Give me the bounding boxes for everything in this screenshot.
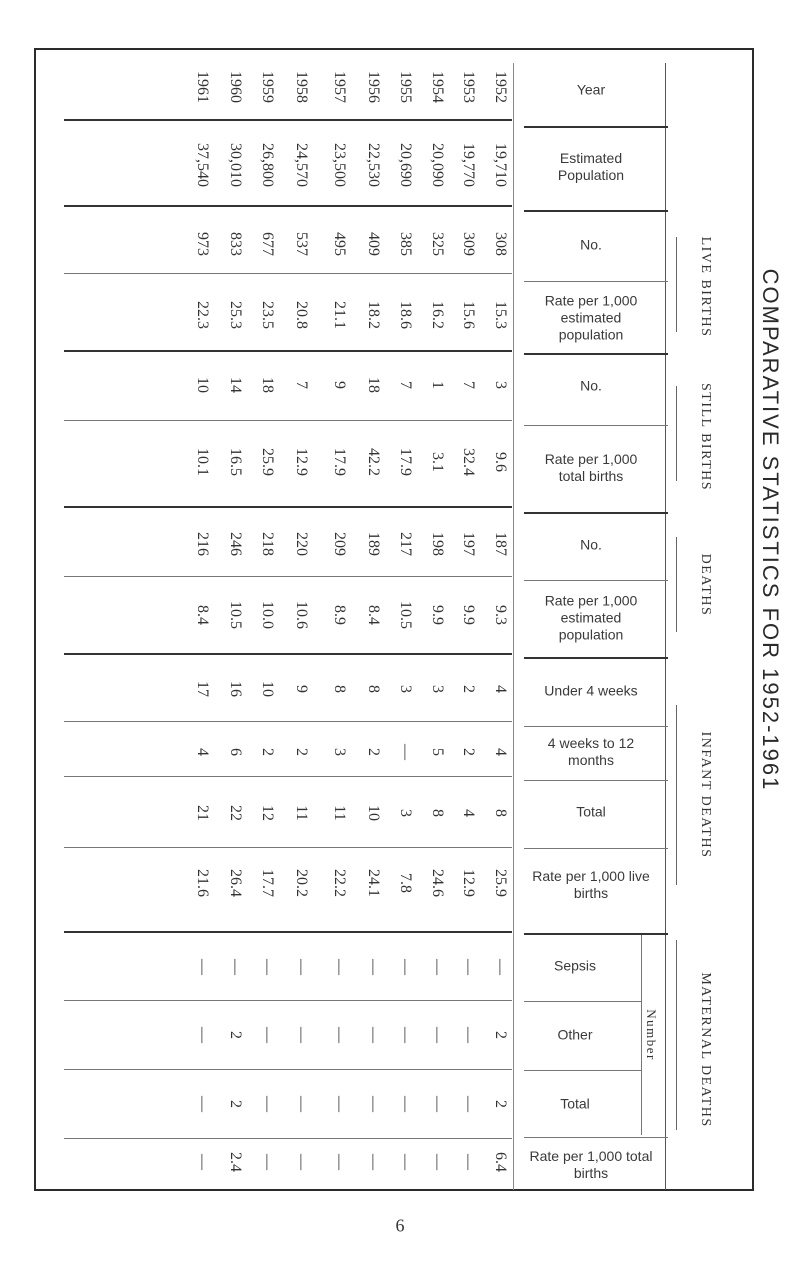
cell-mat-other: —: [293, 1027, 310, 1043]
cell-mat-sepsis: —: [194, 959, 211, 975]
cell-mat-rate: —: [397, 1154, 414, 1170]
cell-d-rate: 10.5: [227, 601, 244, 629]
cell-sb-no: 7: [293, 381, 310, 389]
cell-d-rate: 9.9: [429, 605, 446, 625]
group-deaths: DEATHS: [698, 553, 713, 617]
rule: [64, 1069, 512, 1070]
cell-inf-rate: 26.4: [227, 869, 244, 897]
cell-lb-no: 385: [397, 232, 414, 256]
cell-inf-rate: 24.6: [429, 869, 446, 897]
header-population: Estimated Population: [557, 150, 625, 183]
cell-sb-no: 1: [429, 381, 446, 389]
bracket-live-births: [676, 237, 683, 332]
cell-inf-total: 3: [397, 809, 414, 817]
bracket-number: [641, 935, 642, 1135]
cell-d-no: 209: [331, 532, 348, 556]
cell-lb-no: 677: [259, 232, 276, 256]
cell-sb-rate: 3.1: [429, 452, 446, 472]
cell-sb-no: 7: [397, 381, 414, 389]
rule: [64, 350, 512, 352]
cell-inf-u4: 17: [194, 681, 211, 697]
cell-inf-total: 8: [429, 809, 446, 817]
cell-mat-sepsis: —: [293, 959, 310, 975]
cell-inf-rate: 24.1: [365, 869, 382, 897]
cell-sb-no: 10: [194, 377, 211, 393]
cell-inf-rate: 17.7: [259, 869, 276, 897]
header-mat-total: Total: [560, 1095, 590, 1112]
cell-mat-rate: —: [429, 1154, 446, 1170]
cell-inf-u4: 8: [331, 685, 348, 693]
header-mat-other: Other: [557, 1026, 593, 1043]
cell-d-no: 197: [460, 532, 477, 556]
cell-lb-no: 833: [227, 232, 244, 256]
cell-mat-other: —: [460, 1027, 477, 1043]
rule: [524, 281, 668, 282]
cell-sb-rate: 42.2: [365, 448, 382, 476]
cell-year: 1956: [365, 71, 382, 103]
bracket-infant-deaths: [676, 705, 683, 885]
rule: [64, 273, 512, 274]
cell-mat-total: —: [365, 1096, 382, 1112]
cell-mat-sepsis: —: [331, 959, 348, 975]
rule: [64, 119, 512, 121]
cell-d-rate: 8.9: [331, 605, 348, 625]
cell-inf-4w12m: 5: [429, 748, 446, 756]
rule: [64, 576, 512, 577]
rule: [64, 420, 512, 421]
cell-population: 30,010: [227, 143, 244, 187]
cell-sb-no: 18: [259, 377, 276, 393]
cell-population: 24,570: [293, 143, 310, 187]
cell-inf-4w12m: —: [397, 744, 414, 760]
cell-inf-4w12m: 3: [331, 748, 348, 756]
cell-d-rate: 8.4: [365, 605, 382, 625]
cell-sb-rate: 25.9: [259, 448, 276, 476]
cell-mat-sepsis: —: [259, 959, 276, 975]
cell-population: 19,770: [460, 143, 477, 187]
cell-inf-total: 11: [293, 805, 310, 821]
cell-lb-rate: 15.3: [492, 301, 509, 329]
cell-year: 1952: [492, 71, 509, 103]
cell-mat-sepsis: —: [227, 959, 244, 975]
cell-mat-rate: —: [293, 1154, 310, 1170]
cell-d-no: 217: [397, 532, 414, 556]
cell-d-no: 216: [194, 532, 211, 556]
cell-mat-total: —: [460, 1096, 477, 1112]
cell-mat-rate: —: [365, 1154, 382, 1170]
group-number: Number: [644, 1009, 659, 1061]
cell-d-rate: 10.6: [293, 601, 310, 629]
cell-d-no: 198: [429, 532, 446, 556]
cell-mat-other: 2: [492, 1031, 509, 1039]
rule: [524, 512, 668, 514]
rule: [524, 657, 668, 659]
cell-d-rate: 10.0: [259, 601, 276, 629]
group-divider: [665, 63, 666, 1190]
cell-lb-no: 537: [293, 232, 310, 256]
cell-d-rate: 10.5: [397, 601, 414, 629]
cell-inf-u4: 3: [429, 685, 446, 693]
cell-mat-sepsis: —: [397, 959, 414, 975]
cell-d-no: 189: [365, 532, 382, 556]
cell-population: 19,710: [492, 143, 509, 187]
rule: [524, 726, 668, 727]
header-d-rate: Rate per 1,000 estimated population: [544, 592, 638, 643]
cell-d-no: 246: [227, 532, 244, 556]
cell-mat-total: —: [397, 1096, 414, 1112]
cell-mat-total: —: [194, 1096, 211, 1112]
cell-year: 1959: [259, 71, 276, 103]
cell-inf-4w12m: 6: [227, 748, 244, 756]
cell-inf-u4: 10: [259, 681, 276, 697]
cell-inf-u4: 4: [492, 685, 509, 693]
cell-year: 1957: [331, 71, 348, 103]
rule: [64, 1138, 512, 1139]
cell-inf-4w12m: 2: [259, 748, 276, 756]
cell-lb-rate: 18.2: [365, 301, 382, 329]
cell-lb-no: 409: [365, 232, 382, 256]
cell-sb-no: 3: [492, 381, 509, 389]
cell-inf-total: 12: [259, 805, 276, 821]
rule: [64, 653, 512, 655]
cell-inf-4w12m: 2: [293, 748, 310, 756]
cell-population: 20,690: [397, 143, 414, 187]
rule: [64, 847, 512, 848]
rule: [64, 205, 512, 207]
cell-population: 22,530: [365, 143, 382, 187]
rule: [524, 126, 668, 128]
rule: [64, 931, 512, 933]
cell-sb-rate: 12.9: [293, 448, 310, 476]
cell-sb-no: 14: [227, 377, 244, 393]
cell-inf-rate: 12.9: [460, 869, 477, 897]
cell-d-rate: 9.3: [492, 605, 509, 625]
cell-lb-no: 495: [331, 232, 348, 256]
cell-sb-no: 18: [365, 377, 382, 393]
header-inf-total: Total: [576, 803, 606, 820]
cell-mat-other: —: [429, 1027, 446, 1043]
header-inf-under4w: Under 4 weeks: [544, 682, 638, 699]
rule: [524, 210, 668, 212]
cell-sb-rate: 17.9: [397, 448, 414, 476]
cell-lb-rate: 15.6: [460, 301, 477, 329]
rule: [524, 1137, 668, 1138]
cell-year: 1961: [194, 71, 211, 103]
cell-lb-no: 308: [492, 232, 509, 256]
cell-sb-rate: 10.1: [194, 448, 211, 476]
cell-mat-sepsis: —: [429, 959, 446, 975]
header-lb-no: No.: [580, 236, 602, 253]
cell-population: 37,540: [194, 143, 211, 187]
group-live-births: LIVE BIRTHS: [698, 236, 713, 338]
cell-mat-other: —: [194, 1027, 211, 1043]
cell-lb-no: 973: [194, 232, 211, 256]
cell-inf-4w12m: 4: [194, 748, 211, 756]
bracket-deaths: [676, 537, 683, 632]
rule: [524, 353, 668, 355]
group-still-births: STILL BIRTHS: [698, 382, 713, 492]
cell-mat-rate: 2.4: [227, 1152, 244, 1172]
cell-inf-u4: 9: [293, 685, 310, 693]
cell-sb-no: 9: [331, 381, 348, 389]
cell-lb-rate: 22.3: [194, 301, 211, 329]
cell-mat-total: 2: [227, 1100, 244, 1108]
cell-population: 26,800: [259, 143, 276, 187]
cell-mat-other: 2: [227, 1031, 244, 1039]
cell-lb-rate: 16.2: [429, 301, 446, 329]
cell-inf-4w12m: 4: [492, 748, 509, 756]
cell-population: 20,090: [429, 143, 446, 187]
cell-sb-rate: 9.6: [492, 452, 509, 472]
cell-sb-no: 7: [460, 381, 477, 389]
rule: [64, 776, 512, 777]
bracket-maternal-deaths: [676, 940, 683, 1130]
cell-year: 1958: [293, 71, 310, 103]
header-divider: [513, 63, 514, 1190]
header-sb-rate: Rate per 1,000 total births: [544, 451, 638, 484]
rule: [64, 1000, 512, 1001]
cell-year: 1955: [397, 71, 414, 103]
cell-mat-rate: —: [259, 1154, 276, 1170]
cell-inf-total: 10: [365, 805, 382, 821]
header-d-no: No.: [580, 536, 602, 553]
cell-inf-total: 4: [460, 809, 477, 817]
cell-inf-u4: 2: [460, 685, 477, 693]
cell-mat-sepsis: —: [492, 959, 509, 975]
header-inf-rate: Rate per 1,000 live births: [532, 868, 650, 901]
rule: [524, 580, 668, 581]
cell-mat-rate: —: [331, 1154, 348, 1170]
cell-inf-rate: 7.8: [397, 873, 414, 893]
rule: [524, 1070, 642, 1071]
cell-d-no: 218: [259, 532, 276, 556]
cell-mat-total: —: [259, 1096, 276, 1112]
cell-year: 1960: [227, 71, 244, 103]
cell-inf-rate: 22.2: [331, 869, 348, 897]
header-inf-4w12m: 4 weeks to 12 months: [547, 735, 635, 768]
cell-inf-u4: 3: [397, 685, 414, 693]
cell-mat-other: —: [259, 1027, 276, 1043]
group-maternal-deaths: MATERNAL DEATHS: [698, 972, 713, 1128]
cell-mat-other: —: [365, 1027, 382, 1043]
cell-mat-sepsis: —: [460, 959, 477, 975]
group-infant-deaths: INFANT DEATHS: [698, 731, 713, 859]
cell-year: 1953: [460, 71, 477, 103]
rule: [64, 506, 512, 508]
cell-mat-total: —: [331, 1096, 348, 1112]
cell-mat-total: 2: [492, 1100, 509, 1108]
cell-mat-other: —: [397, 1027, 414, 1043]
cell-d-no: 220: [293, 532, 310, 556]
cell-mat-sepsis: —: [365, 959, 382, 975]
cell-lb-rate: 18.6: [397, 301, 414, 329]
cell-mat-other: —: [331, 1027, 348, 1043]
cell-mat-total: —: [429, 1096, 446, 1112]
header-year: Year: [576, 81, 606, 98]
cell-lb-no: 309: [460, 232, 477, 256]
cell-mat-rate: —: [194, 1154, 211, 1170]
rule: [524, 848, 668, 849]
cell-inf-rate: 25.9: [492, 869, 509, 897]
cell-sb-rate: 16.5: [227, 448, 244, 476]
page-title: COMPARATIVE STATISTICS FOR 1952-1961: [758, 268, 783, 792]
cell-inf-u4: 16: [227, 681, 244, 697]
cell-mat-total: —: [293, 1096, 310, 1112]
rule: [64, 721, 512, 722]
cell-inf-total: 22: [227, 805, 244, 821]
cell-d-rate: 9.9: [460, 605, 477, 625]
cell-inf-4w12m: 2: [460, 748, 477, 756]
cell-d-no: 187: [492, 532, 509, 556]
cell-sb-rate: 32.4: [460, 448, 477, 476]
page-number: 6: [395, 1215, 405, 1236]
cell-inf-total: 8: [492, 809, 509, 817]
header-sb-no: No.: [580, 377, 602, 394]
header-mat-rate: Rate per 1,000 total births: [529, 1148, 653, 1181]
cell-population: 23,500: [331, 143, 348, 187]
cell-lb-no: 325: [429, 232, 446, 256]
cell-lb-rate: 25.3: [227, 301, 244, 329]
rule: [524, 780, 668, 781]
cell-sb-rate: 17.9: [331, 448, 348, 476]
cell-year: 1954: [429, 71, 446, 103]
header-lb-rate: Rate per 1,000 estimated population: [544, 292, 638, 343]
cell-inf-4w12m: 2: [365, 748, 382, 756]
cell-d-rate: 8.4: [194, 605, 211, 625]
rule: [524, 1001, 642, 1002]
rule: [524, 425, 668, 426]
cell-lb-rate: 21.1: [331, 301, 348, 329]
cell-lb-rate: 23.5: [259, 301, 276, 329]
bracket-still-births: [676, 386, 683, 481]
cell-inf-u4: 8: [365, 685, 382, 693]
cell-inf-rate: 20.2: [293, 869, 310, 897]
cell-inf-total: 21: [194, 805, 211, 821]
rule: [524, 933, 668, 935]
cell-inf-total: 11: [331, 805, 348, 821]
cell-lb-rate: 20.8: [293, 301, 310, 329]
header-mat-sepsis: Sepsis: [553, 957, 597, 974]
cell-inf-rate: 21.6: [194, 869, 211, 897]
cell-mat-rate: —: [460, 1154, 477, 1170]
cell-mat-rate: 6.4: [492, 1152, 509, 1172]
